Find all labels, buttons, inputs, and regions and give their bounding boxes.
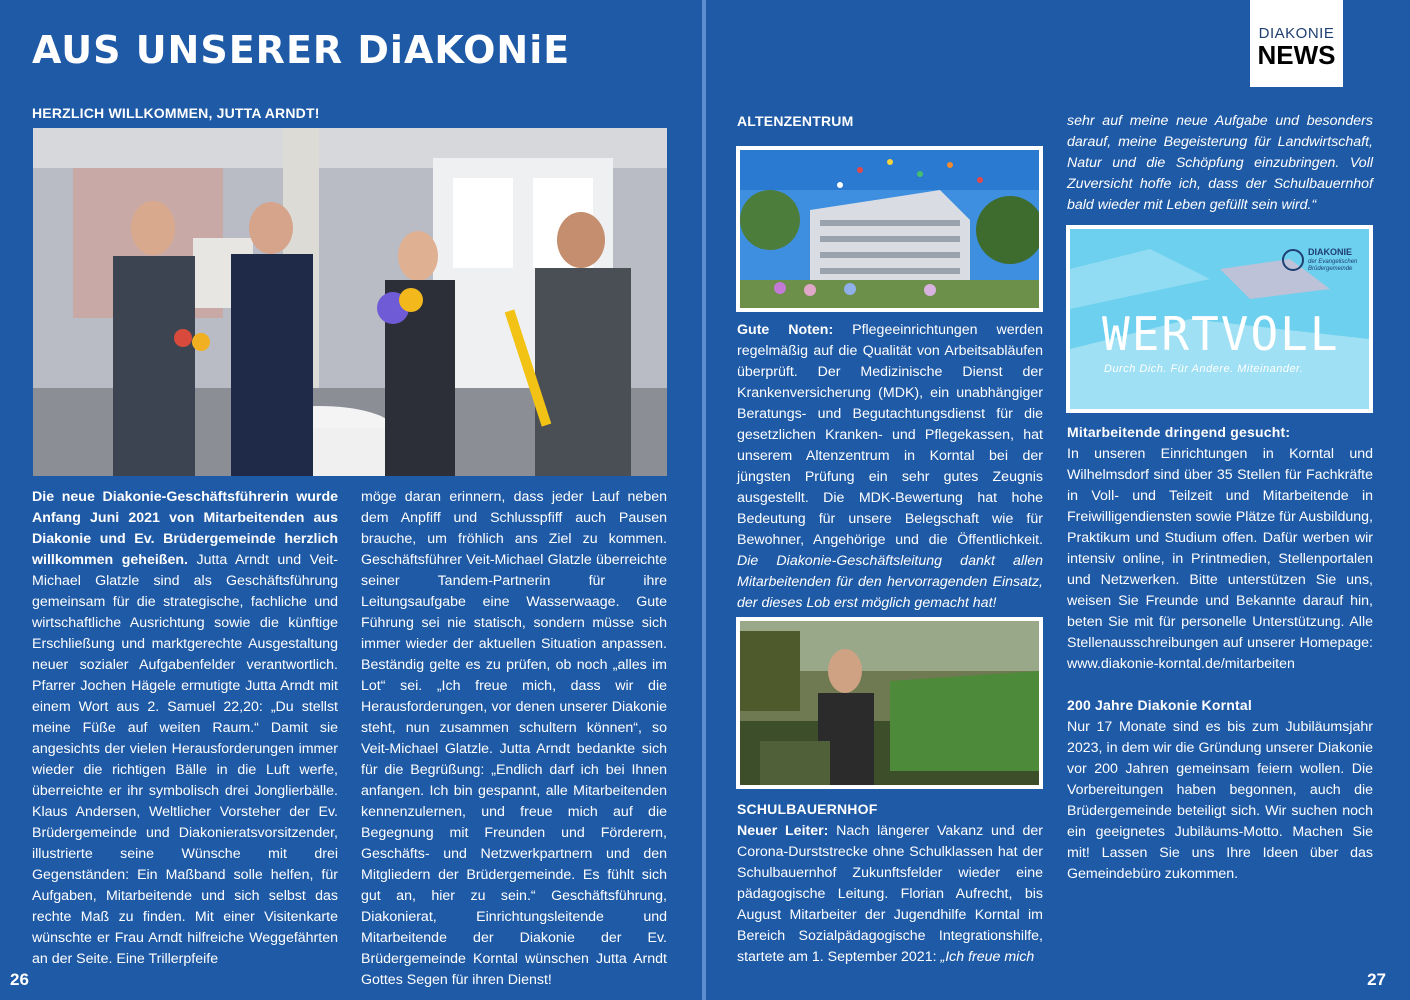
article-headline: HERZLICH WILLKOMMEN, JUTTA ARNDT!: [32, 105, 320, 121]
badge-line-2: NEWS: [1257, 40, 1336, 70]
jubilaeum-body: Nur 17 Monate sind es bis zum Jubiläumsjahr 2023, in dem wir die Gründung unserer Diakonie vor 200 Jahren gemeinsam feiern wollen. Die Vorbereitungen haben begonnen, auch die Brüdergemeinde beteiligt sich. Wir suchen noch ein geeignetes Jubiläums-Motto. Machen Sie mit! Lassen Sie uns Ihre Ideen über das Gemeindebüro zukommen.: [1067, 719, 1373, 882]
right-page: [706, 0, 1410, 1000]
wertvoll-campaign-image: [1066, 225, 1373, 413]
logo-sub-1: der Evangelischen: [1308, 259, 1358, 265]
jubilaeum-text: [1067, 717, 1373, 885]
altenzentrum-italic: Die Diakonie-Geschäftsleitung dankt allen Mitarbeitenden für den hervorragenden Einsatz, der dieses Lob erst möglich gemacht hat!: [737, 553, 1043, 611]
logo-name: DIAKONIE: [1308, 247, 1353, 257]
mitarbeitende-heading: Mitarbeitende dringend gesucht:: [1067, 424, 1291, 440]
page-title: AUS UNSERER DiAKONiE: [32, 28, 571, 72]
diakonie-news-badge: [1250, 0, 1343, 87]
article-lead: Die neue Diakonie-Geschäftsführerin wurde Anfang Juni 2021 von Mitarbeitenden aus Diakonie und Ev. Brüdergemeinde herzlich willkommen geheißen.: [32, 489, 338, 568]
welcome-photo-image: [33, 128, 667, 476]
schulbauernhof-heading: SCHULBAUERNHOF: [737, 801, 878, 817]
wertvoll-tagline: Durch Dich. Für Andere. Miteinander.: [1104, 363, 1304, 375]
wertvoll-word: WERTVOLL: [1102, 307, 1340, 361]
schulbauernhof-body: Nach längerer Vakanz und der Corona-Durststrecke ohne Schulklassen hat der Schulbauernhof Zukunftsfelder wieder eine pädagogische Leitung. Florian Aufrecht, bis August Mitarbeiter der Jugendhilfe Korntal im Bereich Sozialpädagogische Integrationshilfe, startete am 1. September 2021:: [737, 823, 1043, 965]
altenzentrum-text: [737, 320, 1043, 614]
welcome-photo: [33, 128, 667, 476]
schulbauernhof-quote: sehr auf meine neue Aufgabe und besonders darauf, meine Begeisterung für Landwirtschaft, Natur und die Schöpfung einzubringen. Voll Zuversicht hoffe ich, dass der Schulbauernhof bald wieder mit Leben gefüllt sein wird.“: [1067, 113, 1373, 213]
schulbauernhof-quote-continued: [1067, 111, 1373, 216]
article-column-1: [32, 487, 338, 970]
schulbauernhof-photo-image: [740, 621, 1039, 785]
altenzentrum-photo: [736, 146, 1043, 312]
article-body-2: möge daran erinnern, dass jeder Lauf neben dem Anpfiff und Schlusspfiff auch Pausen brauche, um fröhlich ans Ziel zu kommen. Geschäftsführer Veit-Michael Glatzle überreichte seiner Tandem-Partnerin für ihre Leitungsaufgabe eine Wasserwaage. Gute Führung sei nie statisch, sondern müsse sich immer wieder der aktuellen Situation anpassen. Beständig gelte es zu prüfen, ob noch „alles im Lot“ sei. „Ich freue mich, dass wir die Herausforderungen, vor denen unserer Diakonie steht, nun zusammen schultern können“, so Veit-Michael Glatzle. Jutta Arndt bedankte sich für die Begrüßung: „Endlich darf ich bei Ihnen anfangen. Ich bin gespannt, alle Mitarbeitenden kennenzulernen, und freue mich auf die Begegnung mit Freunden und Förderern, Geschäfts- und Netzwerkpartnern und den Mitgliedern der Brüdergemeinde. Es fühlt sich gut an, hier zu sein.“ Geschäftsführung, Diakonierat, Einrichtungsleitende und Mitarbeitende der Diakonie der Ev. Brüdergemeinde Korntal wünschen Jutta Arndt Gottes Segen für ihren Dienst!: [361, 489, 667, 988]
mitarbeitende-body: In unseren Einrichtungen in Korntal und Wilhelmsdorf sind über 35 Stellen für Fachkräfte in Voll- und Teilzeit und Mitarbeitende in Freiwilligendiensten sowie Plätze für Ausbildung, Praktikum und Studium offen. Dafür werben wir intensiv online, in Printmedien, Stellenportalen und Netzwerken. Bitte unterstützen Sie uns, weisen Sie Freunde und Bekannte darauf hin, beten Sie mit für personelle Unterstützung. Alle Stellenausschreibungen auf unserer Homepage: www.diakonie-korntal.de/mitarbeiten: [1067, 446, 1373, 672]
altenzentrum-photo-image: [740, 150, 1039, 308]
schulbauernhof-text: [737, 821, 1043, 968]
article-column-2: [361, 487, 667, 991]
schulbauernhof-lead: Neuer Leiter:: [737, 823, 829, 839]
altenzentrum-lead: Gute Noten:: [737, 322, 834, 338]
jubilaeum-heading: 200 Jahre Diakonie Korntal: [1067, 697, 1252, 713]
logo-sub-2: Brüdergemeinde: [1308, 266, 1353, 272]
altenzentrum-body: Pflegeeinrichtungen werden regelmäßig auf die Qualität von Arbeitsabläufen überprüft. Der Medizinische Dienst der Krankenversicherung (MDK), ein unabhängiger Beratungs- und Begutachtungsdienst für die gesetzlichen Kranken- und Pflegekassen, hat unserem Altenzentrum in Korntal bei der jüngsten Prüfung ein sehr gutes Zeugnis ausgestellt. Die MDK-Bewertung hat hohe Bedeutung für unsere Belegschaft wie für Bewohner, Angehörige und die Öffentlichkeit.: [737, 322, 1043, 548]
badge-line-1: DIAKONIE: [1258, 25, 1335, 42]
schulbauernhof-photo: [736, 617, 1043, 789]
left-page: [0, 0, 702, 1000]
schulbauernhof-italic: „Ich freue mich: [936, 949, 1035, 965]
mitarbeitende-text: [1067, 444, 1373, 675]
page-number-left: 26: [10, 970, 29, 989]
diakonie-logo-icon: [1282, 249, 1304, 271]
article-body-1: Jutta Arndt und Veit-Michael Glatzle sind als Geschäftsführung gemeinsam für die strategische, fachliche und wirtschaftliche Ausrichtung sowie die künftige Erschließung und marktgerechte Ausgestaltung neuer sozialer Aufgabenfelder verantwortlich. Pfarrer Jochen Hägele ermutigte Jutta Arndt mit einem Wort aus 2. Samuel 22,20: „Du stellst meine Füße auf weiten Raum.“ Damit sie angesichts der vielen Herausforderungen immer wieder die richtigen Bälle in die Luft werfe, überreichte er ihr symbolisch drei Jonglierbälle. Klaus Andersen, Weltlicher Vorsteher der Ev. Brüdergemeinde und Diakonieratsvorsitzender, illustrierte seine Wünsche mit drei Gegenständen: Ein Maßband solle helfen, für Aufgaben, Mitarbeitende und sich selbst das rechte Maß zu finden. Mit einer Visitenkarte wünschte er Frau Arndt hilfreiche Weggefährten an der Seite. Eine Trillerpfeife: [32, 552, 338, 967]
page-number-right: 27: [1367, 970, 1386, 989]
altenzentrum-heading: ALTENZENTRUM: [737, 113, 854, 129]
